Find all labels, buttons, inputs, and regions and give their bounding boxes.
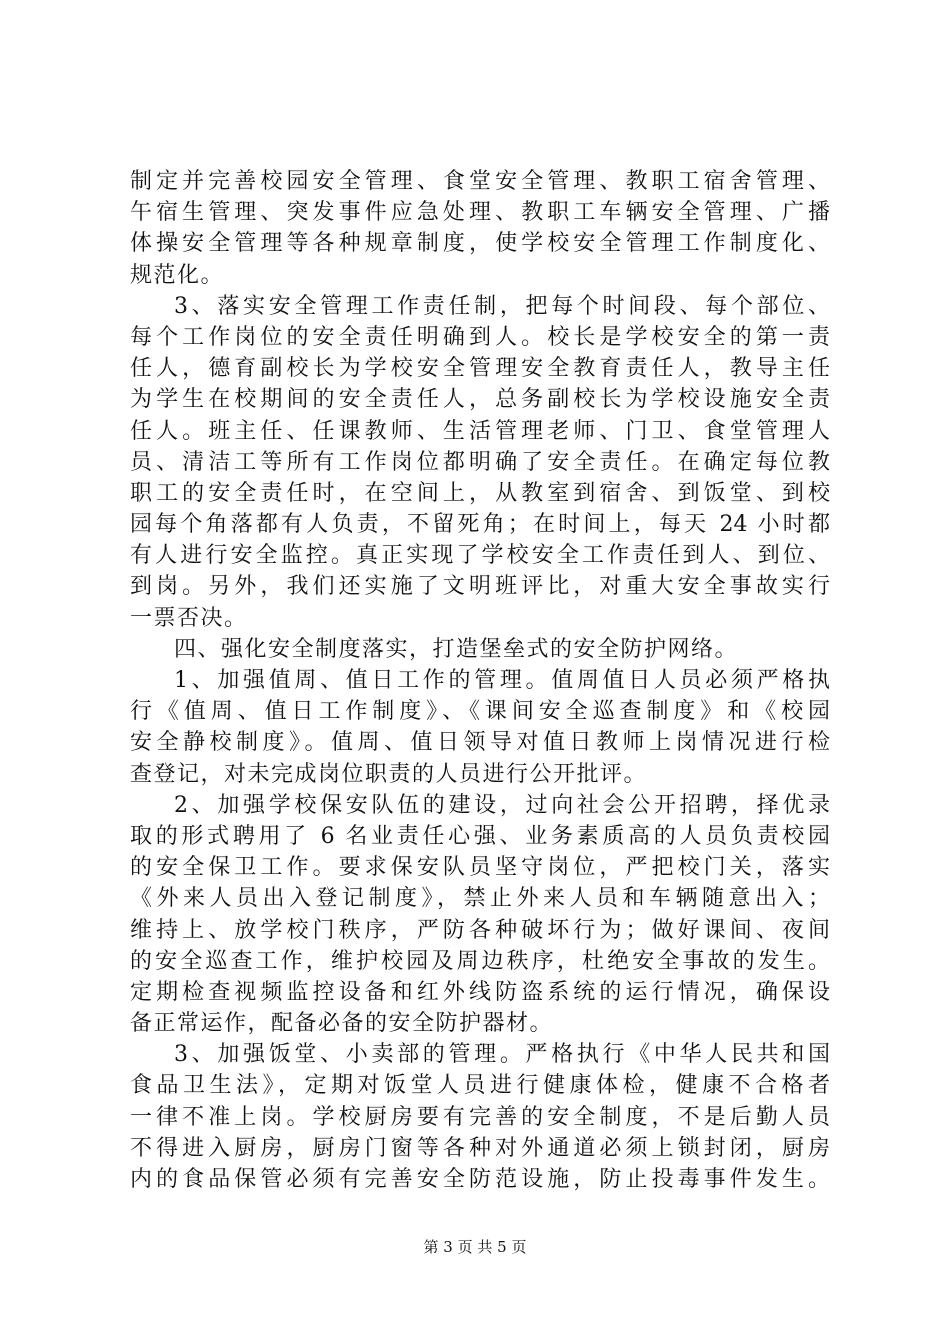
text-line: 备正常运作，配备必备的安全防护器材。	[130, 1011, 554, 1037]
text-line: 园每个角落都有人负责，不留死角；在时间上，每天 24 小时都	[130, 512, 830, 538]
text-line: 规范化。	[130, 262, 225, 288]
text-line: 定期检查视频监控设备和红外线防盗系统的运行情况，确保设	[130, 979, 830, 1005]
text-line: 任人，德育副校长为学校安全管理安全教育责任人，教导主任	[130, 356, 830, 382]
text-line: 体操安全管理等各种规章制度，使学校安全管理工作制度化、	[130, 231, 830, 257]
text-line: 食品卫生法》，定期对饭堂人员进行健康体检，健康不合格者	[130, 1073, 830, 1099]
text-line: 查登记，对未完成岗位职责的人员进行公开批评。	[130, 761, 648, 787]
text-line: 午宿生管理、突发事件应急处理、教职工车辆安全管理、广播	[130, 200, 830, 226]
text-line: 行《值周、值日工作制度》、《课间安全巡查制度》和《校园	[130, 699, 830, 725]
text-line: 有人进行安全监控。真正实现了学校安全工作责任到人、到位、	[130, 543, 830, 569]
text-line: 3、加强饭堂、小卖部的管理。严格执行《中华人民共和国	[174, 1042, 830, 1068]
text-line: 不得进入厨房，厨房门窗等各种对外通道必须上锁封闭，厨房	[130, 1135, 830, 1161]
text-line: 一律不准上岗。学校厨房要有完善的安全制度，不是后勤人员	[130, 1104, 830, 1130]
text-line: 一票否决。	[130, 605, 248, 631]
text-line: 维持上、放学校门秩序，严防各种破坏行为；做好课间、夜间	[130, 917, 830, 943]
text-line: 任人。班主任、任课教师、生活管理老师、门卫、食堂管理人	[130, 418, 830, 444]
text-line: 1、加强值周、值日工作的管理。值周值日人员必须严格执	[174, 668, 830, 693]
document-body	[130, 166, 830, 1195]
text-line: 的安全巡查工作，维护校园及周边秩序，杜绝安全事故的发生。	[130, 948, 830, 974]
text-line: 的安全保卫工作。要求保安队员坚守岗位，严把校门关，落实	[130, 855, 830, 881]
text-line: 每个工作岗位的安全责任明确到人。校长是学校安全的第一责	[130, 324, 830, 350]
text-line: 《外来人员出入登记制度》，禁止外来人员和车辆随意出入；	[130, 886, 830, 912]
text-line: 安全静校制度》。值周、值日领导对值日教师上岗情况进行检	[130, 730, 830, 756]
text-line: 员、清洁工等所有工作岗位都明确了安全责任。在确定每位教	[130, 449, 830, 475]
text-line: 到岗。另外，我们还实施了文明班评比，对重大安全事故实行	[130, 574, 830, 600]
text-line: 四、强化安全制度落实，打造堡垒式的安全防护网络。	[174, 636, 739, 662]
page-footer: 第 3 页 共 5 页	[423, 1238, 527, 1256]
text-line: 制定并完善校园安全管理、食堂安全管理、教职工宿舍管理、	[130, 169, 830, 194]
text-line: 内的食品保管必须有完善安全防范设施，防止投毒事件发生。	[130, 1167, 830, 1192]
text-line: 2、加强学校保安队伍的建设，过向社会公开招聘，择优录	[174, 792, 830, 818]
text-line: 职工的安全责任时，在空间上，从教室到宿舍、到饭堂、到校	[130, 480, 830, 506]
text-line: 取的形式聘用了 6 名业责任心强、业务素质高的人员负责校园	[130, 823, 830, 849]
text-line: 3、落实安全管理工作责任制，把每个时间段、每个部位、	[174, 293, 830, 319]
text-line: 为学生在校期间的安全责任人，总务副校长为学校设施安全责	[130, 387, 830, 413]
